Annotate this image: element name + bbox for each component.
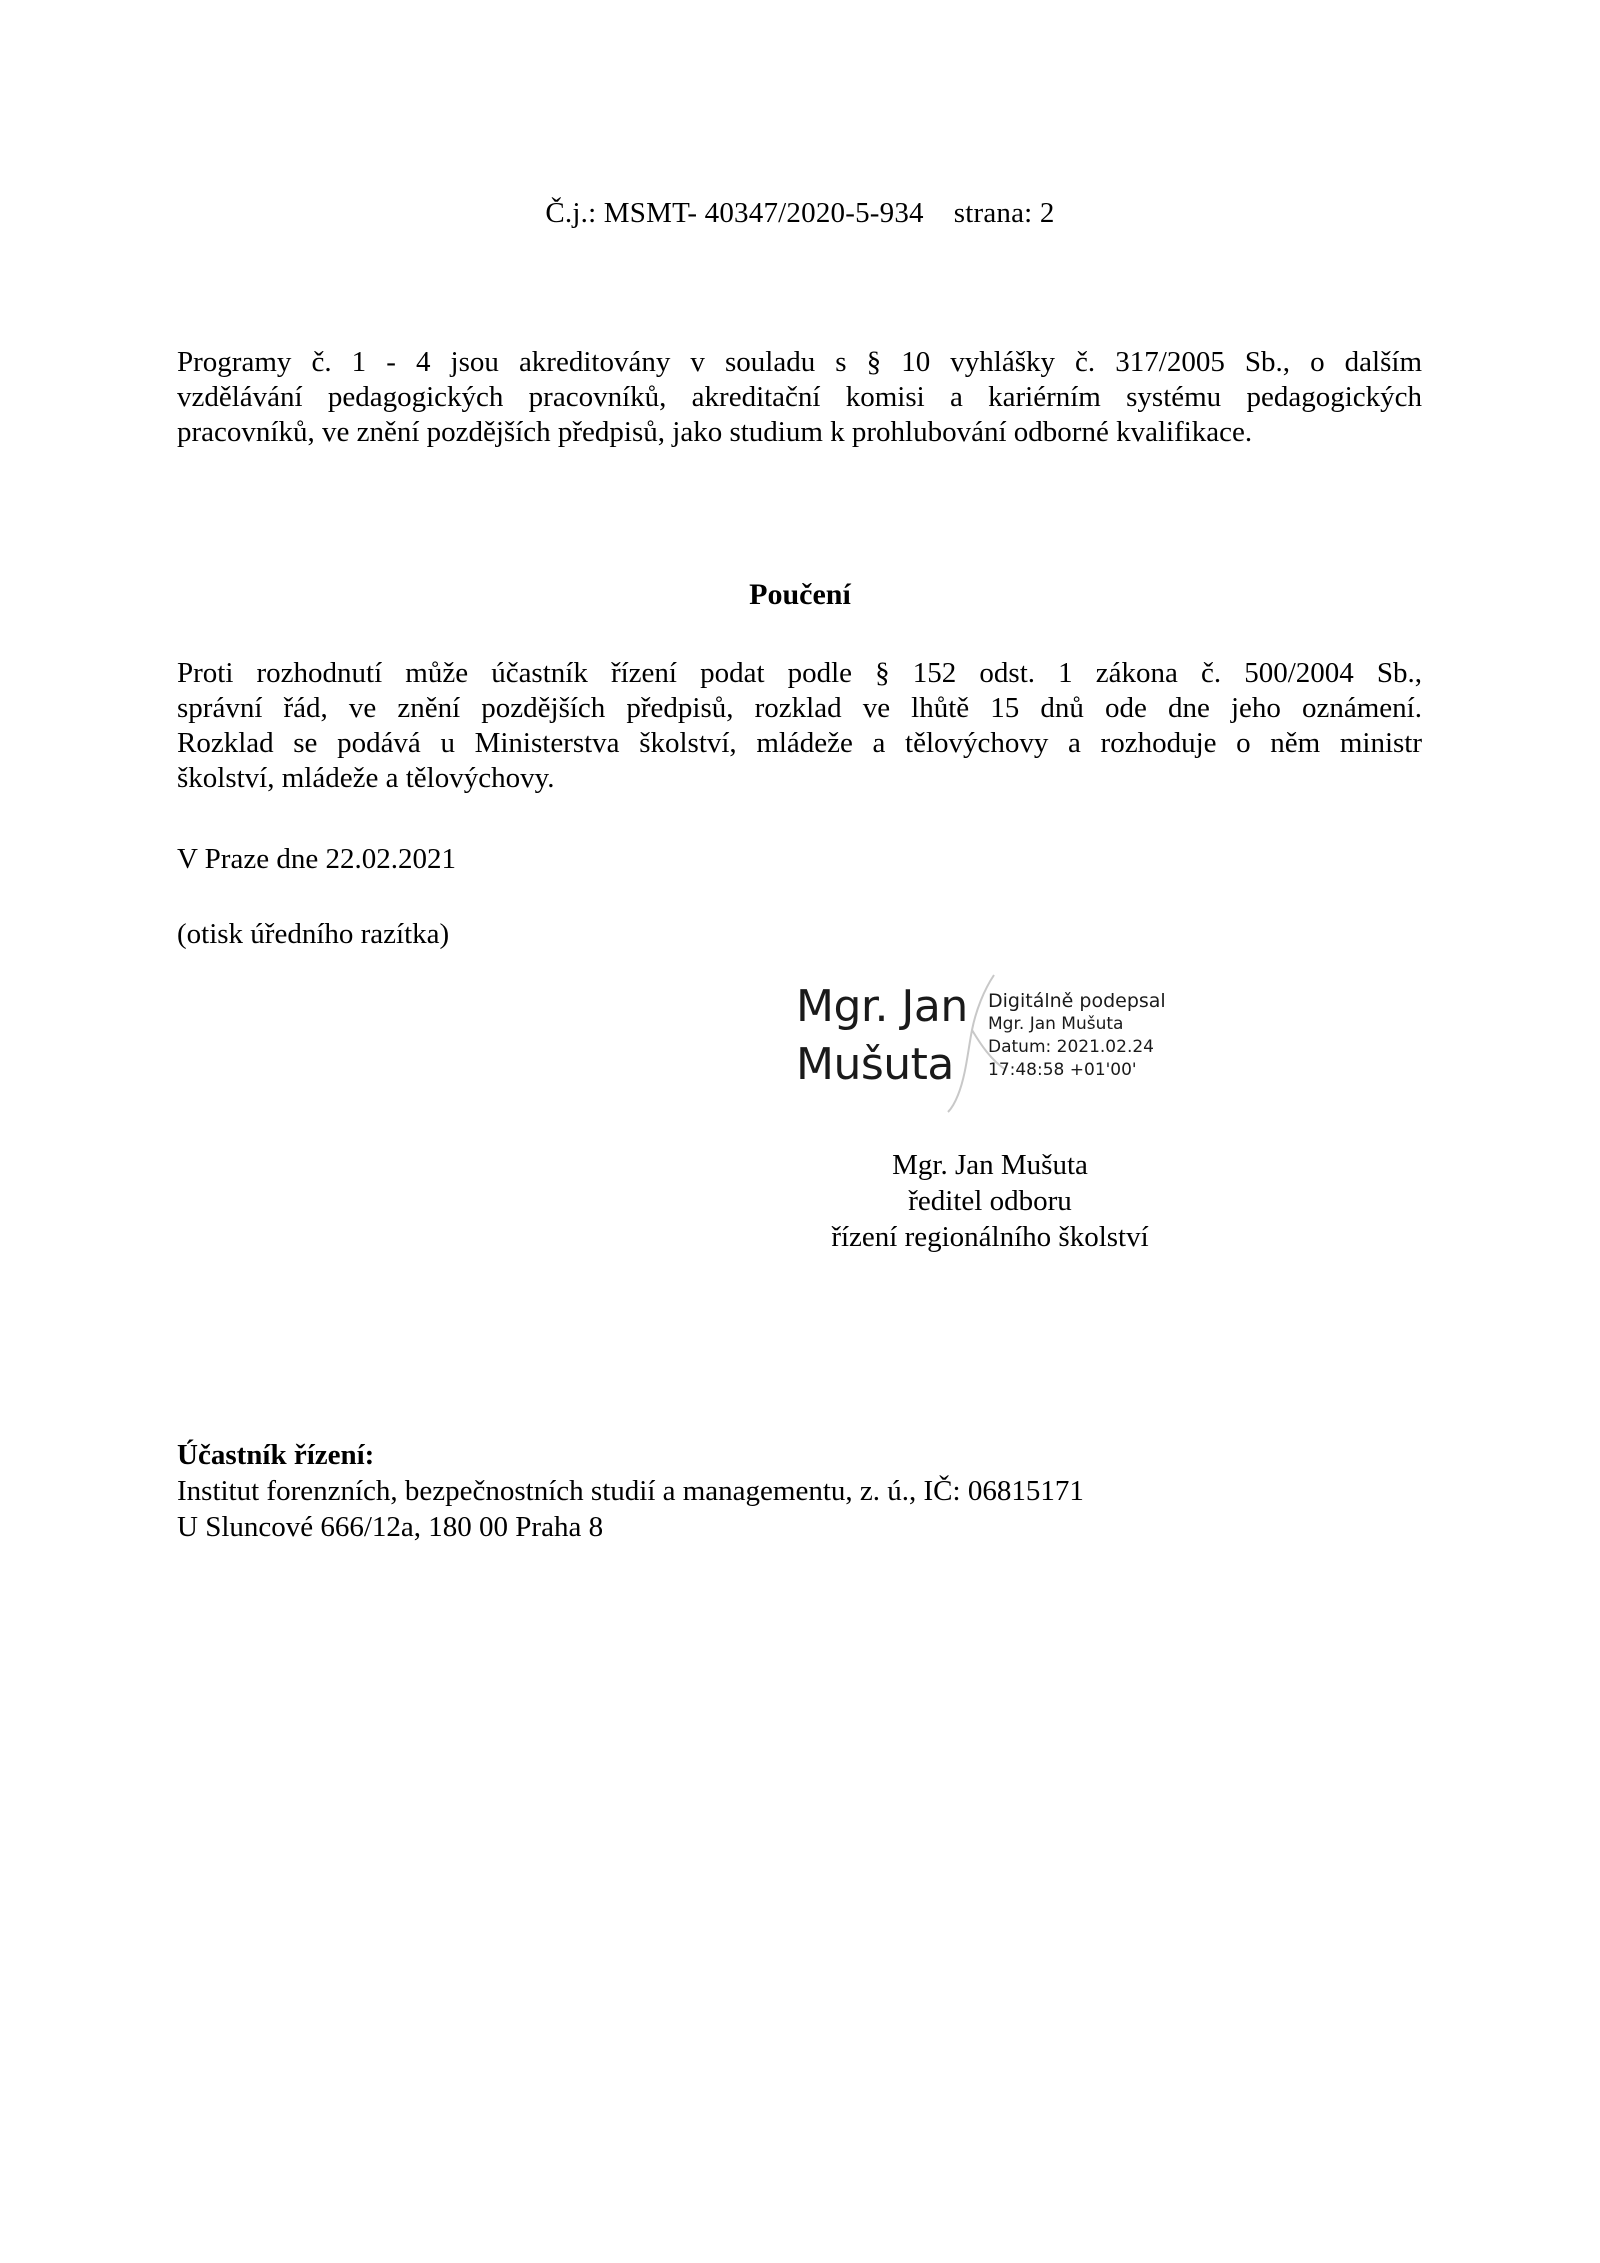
signer-block xyxy=(790,1147,1190,1255)
paragraph-line: Rozklad se podává u Ministerstva školství, mládeže a tělovýchovy a rozhoduje o něm ministr xyxy=(177,727,1422,759)
paragraph-line: správní řád, ve znění pozdějších předpisů, rozklad ve lhůtě 15 dnů ode dne jeho oznámení. xyxy=(177,692,1422,724)
signature-detail-line: 17:48:58 +01'00' xyxy=(988,1060,1137,1080)
place-date: V Praze dne 22.02.2021 xyxy=(177,843,456,875)
document-header xyxy=(0,197,1600,230)
instruction-heading: Poučení xyxy=(749,578,851,611)
paragraph-line: Proti rozhodnutí může účastník řízení podat podle § 152 odst. 1 zákona č. 500/2004 Sb., xyxy=(177,657,1422,689)
signer-department: řízení regionálního školství xyxy=(831,1221,1149,1253)
signer-name: Mgr. Jan Mušuta xyxy=(892,1149,1088,1181)
party-label: Účastník řízení: xyxy=(177,1439,375,1471)
paragraph-line: Programy č. 1 - 4 jsou akreditovány v souladu s § 10 vyhlášky č. 317/2005 Sb., o dalším xyxy=(177,346,1422,378)
signer-role: ředitel odboru xyxy=(908,1185,1072,1217)
instruction-paragraph xyxy=(177,656,1422,796)
party-name: Institut forenzních, bezpečnostních studií a managementu, z. ú., IČ: 06815171 xyxy=(177,1475,1084,1507)
party-address: U Sluncové 666/12a, 180 00 Praha 8 xyxy=(177,1511,604,1543)
stamp-note: (otisk úředního razítka) xyxy=(177,918,450,950)
paragraph-line: školství, mládeže a tělovýchovy. xyxy=(177,762,555,794)
signature-detail-line: Digitálně podepsal xyxy=(988,990,1166,1012)
paragraph-line: pracovníků, ve znění pozdějších předpisů, jako studium k prohlubování odborné kvalifikace. xyxy=(177,416,1253,448)
signature-name-line: Mušuta xyxy=(796,1039,954,1090)
paragraph-line: vzdělávání pedagogických pracovníků, akreditační komisi a kariérním systému pedagogických xyxy=(177,381,1422,413)
signature-name-line: Mgr. Jan xyxy=(796,981,968,1032)
signature-detail-line: Datum: 2021.02.24 xyxy=(988,1037,1154,1057)
signature-details xyxy=(988,990,1166,1082)
signature-detail-line: Mgr. Jan Mušuta xyxy=(988,1014,1124,1034)
accreditation-paragraph xyxy=(177,345,1422,450)
party-block xyxy=(177,1437,1084,1545)
signature-name xyxy=(796,978,968,1094)
digital-signature xyxy=(796,970,1196,1110)
reference-number: Č.j.: MSMT- 40347/2020-5-934 xyxy=(545,197,924,229)
page-number: strana: 2 xyxy=(953,197,1055,229)
